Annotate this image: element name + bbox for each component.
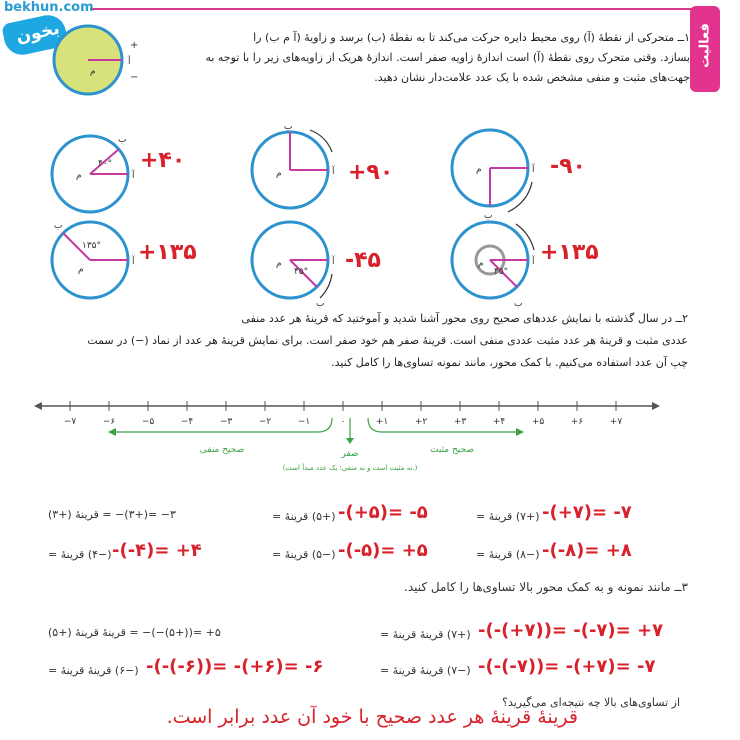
number-line-tick-label: −۵ <box>141 417 155 427</box>
eq-row1-mid-label: (+۵) قرینهٔ = <box>272 510 336 523</box>
q1-figure-center: م <box>90 67 96 77</box>
number-line-tick-label: −۳ <box>219 417 233 427</box>
circle-6-answer: +۱۳۵ <box>540 240 599 265</box>
q2-line3: چپ آن عدد استفاده می‌کنیم. با کمک محور، مانند نمونه تساوی‌ها را کامل کنید. <box>331 356 688 369</box>
circle-3-label-b: ب <box>484 211 493 220</box>
q3-row1-right-answer: -(-(+۷))= -(-۷)= +۷ <box>478 620 664 641</box>
circle-5-arc <box>320 274 332 298</box>
q1-figure <box>40 22 140 100</box>
q1-figure-a: آ <box>128 57 131 67</box>
circle-1-label-a: آ <box>132 171 135 181</box>
circle-4-label-m: م <box>78 265 84 275</box>
eq-row1-mid-answer: -(+۵)= -۵ <box>338 502 428 523</box>
circle-6-label-a: آ <box>532 257 535 267</box>
conclusion-answer: قرینهٔ قرینهٔ هر عدد صحیح با خود آن عدد برابر است. <box>166 706 578 728</box>
number-line-tick-label: +۵ <box>531 417 545 427</box>
circle-4-label-a: آ <box>132 257 135 267</box>
q1-text <box>130 28 690 88</box>
number-line-neg-label: صحیح منفی <box>199 445 245 455</box>
circle-6-label-m: م <box>478 259 484 269</box>
q3-title: ۳ــ مانند نمونه و به کمک محور بالا تساوی‌ها را کامل کنید. <box>404 580 688 594</box>
circle-1 <box>44 128 144 224</box>
circle-1-angle: ۴۰° <box>98 159 113 169</box>
q1-figure-plus: + <box>130 40 139 51</box>
q1-line1: ۱ــ متحرکی از نقطهٔ (آ) روی محیط دایره حرکت می‌کند تا به نقطهٔ (ب) برسد و زاویهٔ (آ م ب) را <box>253 31 690 44</box>
number-line-tick-label: −۴ <box>180 417 194 427</box>
circle-4-angle: ۱۳۵° <box>82 241 102 251</box>
number-line-left-arrow <box>34 402 42 410</box>
number-line-tick-label: −۷ <box>63 417 77 427</box>
circle-5-answer: -۴۵ <box>345 248 381 273</box>
circle-1-label-b: ب <box>118 135 127 145</box>
circle-2-label-b: ب <box>284 122 293 132</box>
number-line-tick-label: +۶ <box>570 417 584 427</box>
q1-line3: جهت‌های مثبت و منفی مشخص شده با یک عدد علامت‌دار نشان دهید. <box>374 71 690 84</box>
q1-figure-minus: − <box>130 72 139 83</box>
eq-row2-right-label: (−۸) قرینهٔ = <box>476 548 540 561</box>
circle-2-answer: +۹۰ <box>348 160 394 185</box>
circle-5-label-b: ب <box>316 299 325 309</box>
q1-line2: بسازد. وقتی متحرک روی نقطهٔ (آ) است اندازهٔ زاویه صفر است. اندازهٔ هریک از زاویه‌های زیر را با توجه به <box>205 51 690 64</box>
circle-4-answer: +۱۳۵ <box>138 240 197 265</box>
eq-row2-left-answer: -(-۴)= +۴ <box>112 540 202 561</box>
circle-1-answer: +۴۰ <box>140 148 186 173</box>
eq-row2-mid-answer: -(-۵)= +۵ <box>338 540 428 561</box>
number-line-tick-label: +۱ <box>375 417 389 427</box>
number-line-tick-label: −۱ <box>297 417 311 427</box>
side-tab-label: فعالیت <box>697 23 713 68</box>
q3-row1-left: ۵+ =((+۵)−)− = قرینهٔ قرینهٔ (+۵) <box>48 626 221 639</box>
q3-row2-left-label: (−۶) قرینهٔ قرینهٔ = <box>48 664 139 677</box>
q2-line1: ۲ــ در سال گذشته با نمایش عددهای صحیح روی محور آشنا شدید و آموختید که قرینهٔ هر عدد منفی <box>241 312 688 325</box>
top-rule <box>90 8 695 10</box>
circle-2 <box>244 118 344 218</box>
number-line-tick-label: +۳ <box>453 417 467 427</box>
circle-2-label-a: آ <box>332 167 335 177</box>
number-line-tick-label: −۶ <box>102 417 116 427</box>
side-tab <box>690 6 720 92</box>
number-line-tick-label: +۴ <box>492 417 506 427</box>
number-line-zero-note: (نه مثبت است و نه منفی؛ یک عدد مبدأ است.) <box>282 464 418 472</box>
number-line-pos-label: صحیح مثبت <box>430 445 474 455</box>
circle-3-label-a: آ <box>532 165 535 175</box>
number-line <box>32 396 662 478</box>
circle-3-arc <box>508 182 532 212</box>
circle-5 <box>244 214 344 314</box>
site-domain: bekhun.com <box>4 0 94 15</box>
eq-row1-right-label: (+۷) قرینهٔ = <box>476 510 540 523</box>
q3-row2-right-label: (−۷) قرینهٔ قرینهٔ = <box>380 664 471 677</box>
number-line-tick-label: −۲ <box>258 417 272 427</box>
number-line-tick-label: ۰ <box>340 417 346 427</box>
site-logo-text: بخون <box>14 18 62 48</box>
eq-row2-left-label: (−۴) قرینهٔ = <box>48 548 112 561</box>
circle-1-label-m: م <box>76 171 82 181</box>
number-line-pos-arrow <box>516 428 524 436</box>
q3-row2-right-answer: -(-(-۷))= -(+۷)= -۷ <box>478 656 656 677</box>
q3-row1-right-label: (+۷) قرینهٔ قرینهٔ = <box>380 628 471 641</box>
circle-4-label-b: ب <box>54 221 63 231</box>
circle-5-label-a: آ <box>332 257 335 267</box>
number-line-zero-label: صفر <box>341 449 359 459</box>
number-line-neg-arrow <box>108 428 116 436</box>
number-line-tick-label: +۲ <box>414 417 428 427</box>
number-line-right-arrow <box>652 402 660 410</box>
circle-6 <box>444 212 544 312</box>
circle-3-answer: -۹۰ <box>550 154 586 179</box>
circle-6-label-b: ب <box>514 299 523 309</box>
circle-6-angle: ۴۵° <box>494 267 509 277</box>
number-line-tick-label: +۷ <box>609 417 623 427</box>
q2-line2: عددی مثبت و قرینهٔ هر عدد مثبت عددی منفی است. قرینهٔ صفر هم خود صفر است. برای نمایش قرینهٔ هر عدد از نماد (−) در سمت <box>87 334 688 347</box>
conclusion-question: از تساوی‌های بالا چه نتیجه‌ای می‌گیرید؟ <box>502 696 680 709</box>
circle-5-angle: ۴۵° <box>294 267 309 277</box>
eq-row1-right-answer: -(+۷)= -۷ <box>542 502 632 523</box>
circle-5-label-m: م <box>276 259 282 269</box>
circle-3-label-m: م <box>476 165 482 175</box>
eq-row2-mid-label: (−۵) قرینهٔ = <box>272 548 336 561</box>
circle-4 <box>44 212 144 312</box>
eq-row2-right-answer: -(-۸)= +۸ <box>542 540 632 561</box>
number-line-zero-arrowhead <box>346 438 354 444</box>
q3-row2-left-answer: -(-(-۶))= -(+۶)= -۶ <box>146 656 324 677</box>
eq-row1-left: ۳− =(+۳)− = قرینهٔ (+۳) <box>48 508 176 521</box>
circle-2-label-m: م <box>276 169 282 179</box>
circle-3 <box>444 120 544 220</box>
q2-text <box>38 308 688 374</box>
